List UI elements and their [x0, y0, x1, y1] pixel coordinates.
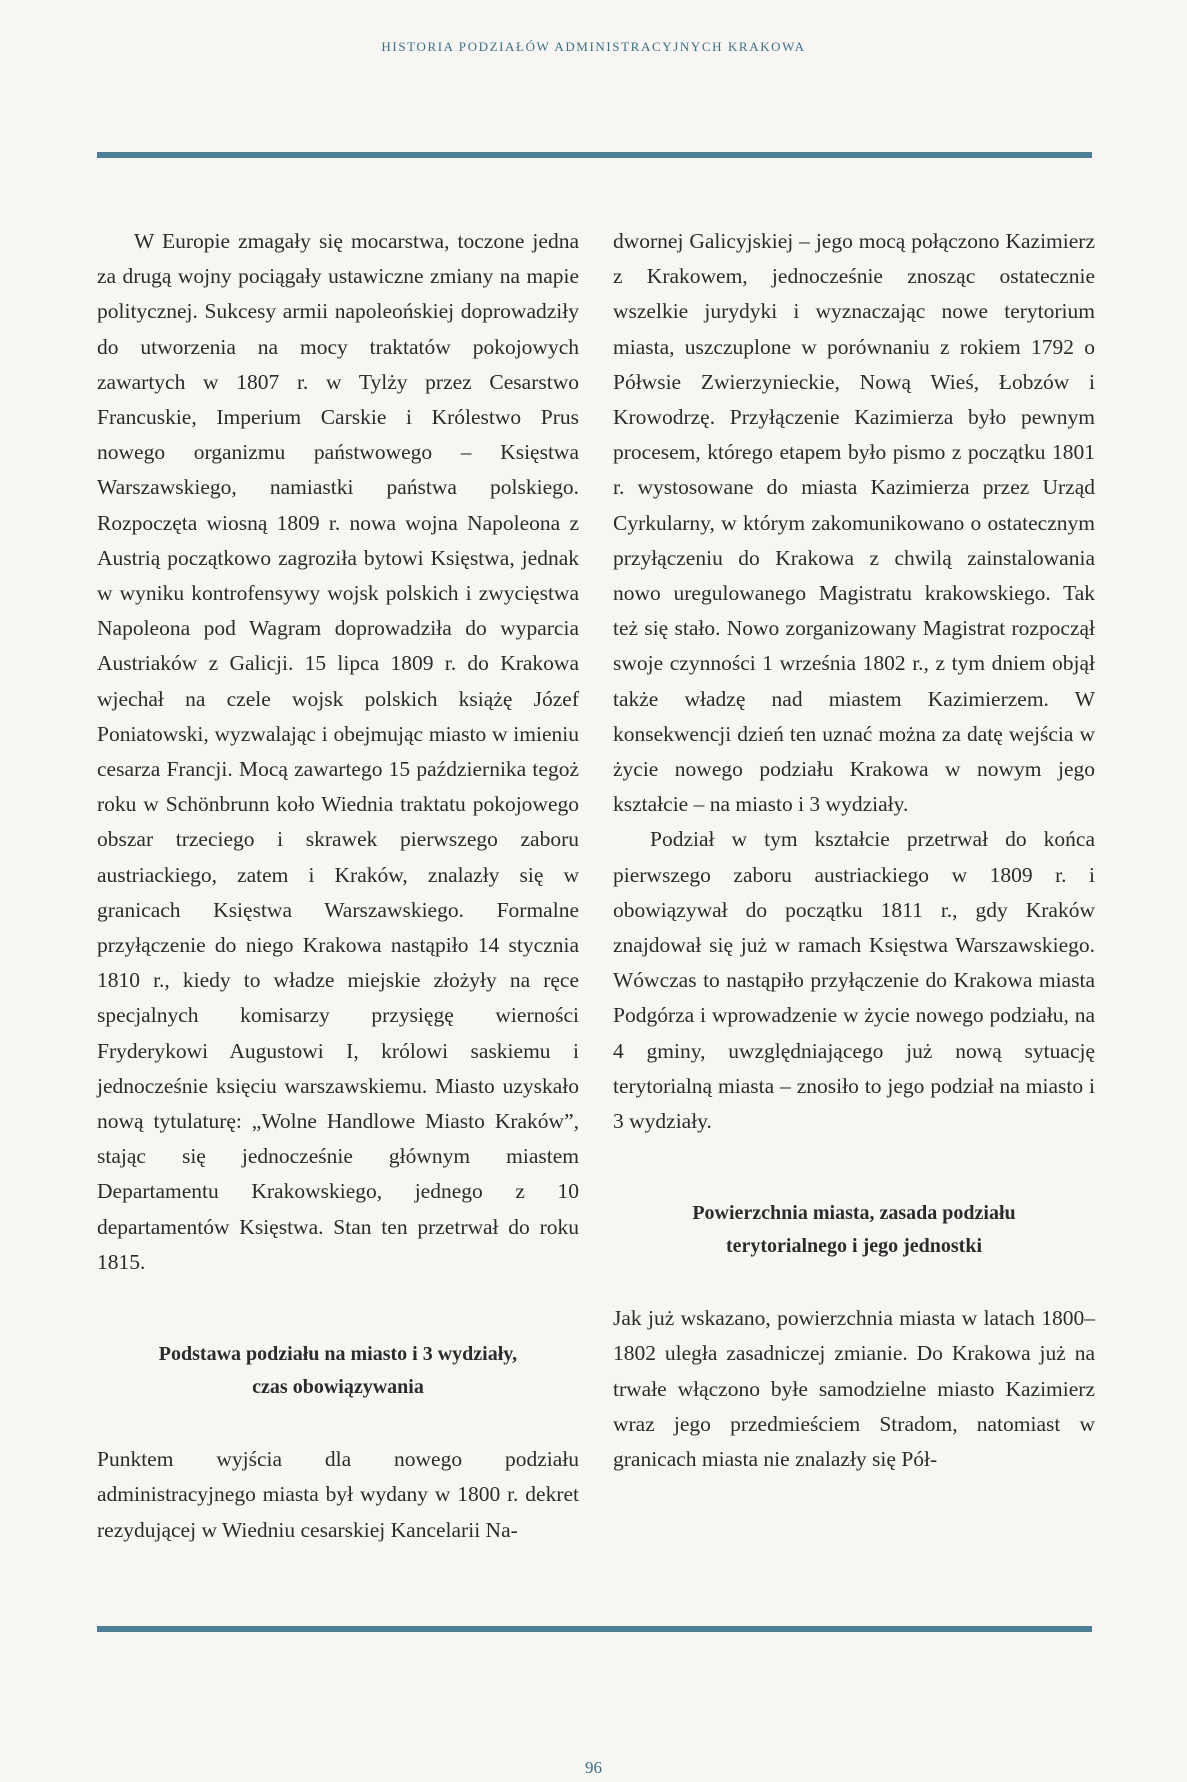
body-paragraph: Podział w tym kształcie przetrwał do końca pierwszego zaboru austriackiego w 1809 r. i obowiązywał do początku 1811 r., gdy Kraków znajdował się już w ramach Księstwa Warszawskiego. Wówczas to nastąpiło przyłączenie do Krakowa miasta Podgórza i wprowadzenie w życie nowego podziału, na 4 gminy, uwzględniającego już nową sytuację terytorialną miasta – znosiło to jego podział na miasto i 3 wydziały. — [613, 827, 1095, 1134]
left-column — [97, 224, 579, 1548]
bottom-rule — [97, 1626, 1092, 1632]
body-paragraph: W Europie zmagały się mocarstwa, toczone jedna za drugą wojny pociągały ustawiczne zmiany na mapie politycznej. Sukcesy armii napoleońskiej doprowadziły do utworzenia na mocy traktatów pokojowych zawartych w 1807 r. w Tylży przez Cesarstwo Francuskie, Imperium Carskie i Królestwo Prus nowego organizmu państwowego – Księstwa Warszawskiego, namiastki państwa polskiego. Rozpoczęta wiosną 1809 r. nowa wojna Napoleona z Austrią początkowo zagroziła bytowi Księstwa, jednak w wyniku kontrofensywy wojsk polskich i zwycięstwa Napoleona pod Wagram doprowadziła do wyparcia Austriaków z Galicji. 15 lipca 1809 r. do Krakowa wjechał na czele wojsk polskich książę Józef Poniatowski, wyzwalając i obejmując miasto w imieniu cesarza Francji. Mocą zawartego 15 października tegoż roku w Schönbrunn koło Wiednia traktatu pokojowego obszar trzeciego i skrawek pierwszego zaboru austriackiego, zatem i Kraków, znalazły się w granicach Księstwa Warszawskiego. Formalne przyłączenie do niego Krakowa nastąpiło 14 stycznia 1810 r., kiedy to władze miejskie złożyły na ręce specjalnych komisarzy przysięgę wierności Fryderykowi Augustowi I, królowi saskiemu i jednocześnie księciu warszawskiemu. Miasto uzyskało nową tytulaturę: „Wolne Handlowe Miasto Kraków”, stając się jednocześnie głównym miastem Departamentu Krakowskiego, jednego z 10 departamentów Księstwa. Stan ten przetrwał do roku 1815. — [97, 229, 579, 1274]
top-rule — [97, 152, 1092, 158]
section-heading-line: czas obowiązywania — [252, 1376, 424, 1399]
page-number: 96 — [585, 1758, 602, 1777]
section-heading — [613, 1197, 1095, 1263]
body-paragraph: Jak już wskazano, powierzchnia miasta w latach 1800–1802 uległa zasadniczej zmianie. Do Krakowa już na trwałe włączono byłe samodzielne miasto Kazimierz wraz jego przedmieściem Stradom, natomiast w granicach miasta nie znalazły się Pół- — [613, 1306, 1095, 1472]
section-heading-line: terytorialnego i jego jednostki — [725, 1235, 983, 1258]
section-heading-line: Podstawa podziału na miasto i 3 wydziały, — [158, 1343, 518, 1366]
section-heading-line: Powierzchnia miasta, zasada podziału — [692, 1202, 1016, 1225]
body-paragraph: Punktem wyjścia dla nowego podziału administracyjnego miasta był wydany w 1800 r. dekret rezydującej w Wiedniu cesarskiej Kancelarii Na- — [97, 1447, 579, 1542]
body-paragraph: dwornej Galicyjskiej – jego mocą połączono Kazimierz z Krakowem, jednocześnie znosząc ostatecznie wszelkie jurydyki i wyznaczając nowe terytorium miasta, uszczuplone w porównaniu z rokiem 1792 o Półwsie Zwierzynieckie, Nową Wieś, Łobzów i Krowodrzę. Przyłączenie Kazimierza było pewnym procesem, którego etapem było pismo z początku 1801 r. wystosowane do miasta Kazimierza przez Urząd Cyrkularny, w którym zakomunikowano o ostatecznym przyłączeniu do Krakowa z chwilą zainstalowania nowo uregulowanego Magistratu krakowskiego. Tak też się stało. Nowo zorganizowany Magistrat rozpoczął swoje czynności 1 września 1802 r., z tym dniem objął także władzę nad miastem Kazimierzem. W konsekwencji dzień ten uznać można za datę wejścia w życie nowego podziału Krakowa w nowym jego kształcie – na miasto i 3 wydziały. — [613, 229, 1095, 817]
section-heading — [97, 1338, 579, 1404]
running-head: HISTORIA PODZIAŁÓW ADMINISTRACYJNYCH KRAKOWA — [381, 39, 806, 54]
right-column — [613, 224, 1095, 1477]
